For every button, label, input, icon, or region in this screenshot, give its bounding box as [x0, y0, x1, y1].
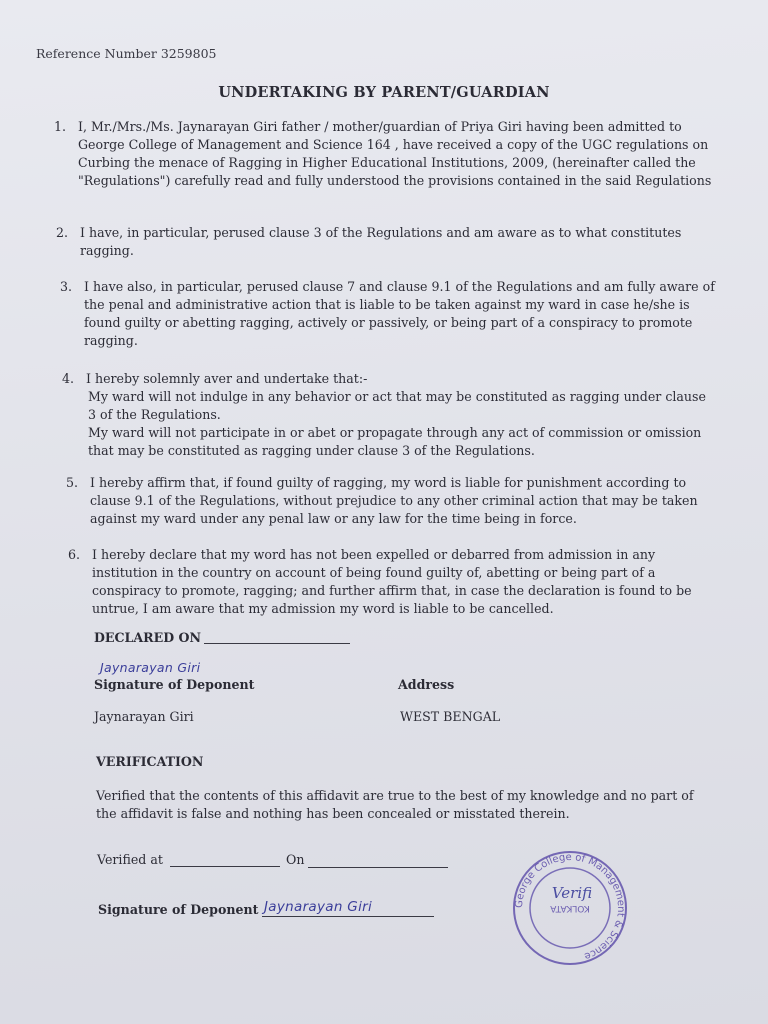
declared-on-line: [204, 643, 350, 644]
address-label: Address: [398, 677, 455, 692]
verification-handwritten-signature: Jaynarayan Giri: [264, 899, 373, 915]
handwritten-signature: Jaynarayan Giri: [100, 660, 201, 675]
verified-at-line: [170, 866, 280, 867]
verification-signature-line: [262, 916, 434, 917]
deponent-name: Jaynarayan Giri: [94, 709, 194, 724]
address-value: WEST BENGAL: [400, 709, 501, 724]
stamp-center-text: KOLKATA: [550, 903, 590, 913]
clause-number: 1.: [54, 119, 67, 134]
signature-label: Signature of Deponent: [94, 677, 255, 692]
clause-3: [60, 278, 716, 350]
clause-number: 6.: [68, 547, 81, 562]
verified-at-label: Verified at: [97, 852, 163, 867]
clause-4: [62, 370, 716, 460]
clause-number: 2.: [56, 225, 69, 240]
verification-text: [96, 787, 710, 823]
clause-number: 4.: [62, 371, 75, 386]
clause-text: I, Mr./Mrs./Ms. Jaynarayan Giri father / mother/guardian of Priya Giri having been admitted to George College of Management and Science 164 , have received a copy of the UGC regulations on Curbing the menace of Ragging in Higher Educational Institutions, 2009, (hereinafter called the "Regulations") carefully read and fully understood the provisions contained in the said Regulations: [78, 119, 712, 188]
clause-subitem: My ward will not indulge in any behavior or act that may be constituted as ragging under clause 3 of the Regulations.: [88, 389, 706, 422]
clause-1: [54, 118, 718, 190]
clause-5: [66, 474, 718, 528]
verification-signature-label: Signature of Deponent: [98, 902, 259, 917]
clause-text: I have, in particular, perused clause 3 of the Regulations and am aware as to what constitutes ragging.: [80, 225, 682, 258]
clause-number: 3.: [60, 279, 73, 294]
clause-2: [56, 224, 716, 260]
verification-paragraph: Verified that the contents of this affidavit are true to the best of my knowledge and no part of the affidavit is false and nothing has been concealed or misstated therein.: [96, 788, 694, 821]
stamp-signature: Verifi: [551, 884, 593, 902]
institution-stamp: [500, 848, 640, 968]
clause-number: 5.: [66, 475, 79, 490]
on-line: [308, 867, 448, 868]
clause-text: I hereby declare that my word has not been expelled or debarred from admission in any institution in the country on account of being found guilty of, abetting or being part of a conspiracy to promote, ragging; and further affirm that, in case the declaration is found to be untrue, I am aware that my admission my word is liable to be cancelled.: [92, 547, 692, 616]
clause-text: I hereby affirm that, if found guilty of ragging, my word is liable for punishment according to clause 9.1 of the Regulations, without prejudice to any other criminal action that may be taken against my ward under any penal law or any law for the time being in force.: [90, 475, 698, 526]
stamp-ring-text: George College of Management & Science: [513, 851, 627, 962]
page-title: UNDERTAKING BY PARENT/GUARDIAN: [218, 84, 550, 101]
reference-number: Reference Number 3259805: [36, 46, 217, 61]
on-label: On: [286, 852, 305, 867]
clause-6: [68, 546, 718, 618]
declared-on-label: DECLARED ON: [94, 630, 202, 645]
clause-text: I have also, in particular, perused clause 7 and clause 9.1 of the Regulations and am fully aware of the penal and administrative action that is liable to be taken against my ward in case he/she is found guilty or abetting ragging, actively or passively, or being part of a conspiracy to promote ragging.: [84, 279, 715, 348]
clause-subitem: My ward will not participate in or abet or propagate through any act of commission or omission that may be constituted as ragging under clause 3 of the Regulations.: [88, 425, 702, 458]
clause-text: I hereby solemnly aver and undertake that:-: [86, 371, 368, 386]
verification-heading: VERIFICATION: [96, 754, 204, 769]
